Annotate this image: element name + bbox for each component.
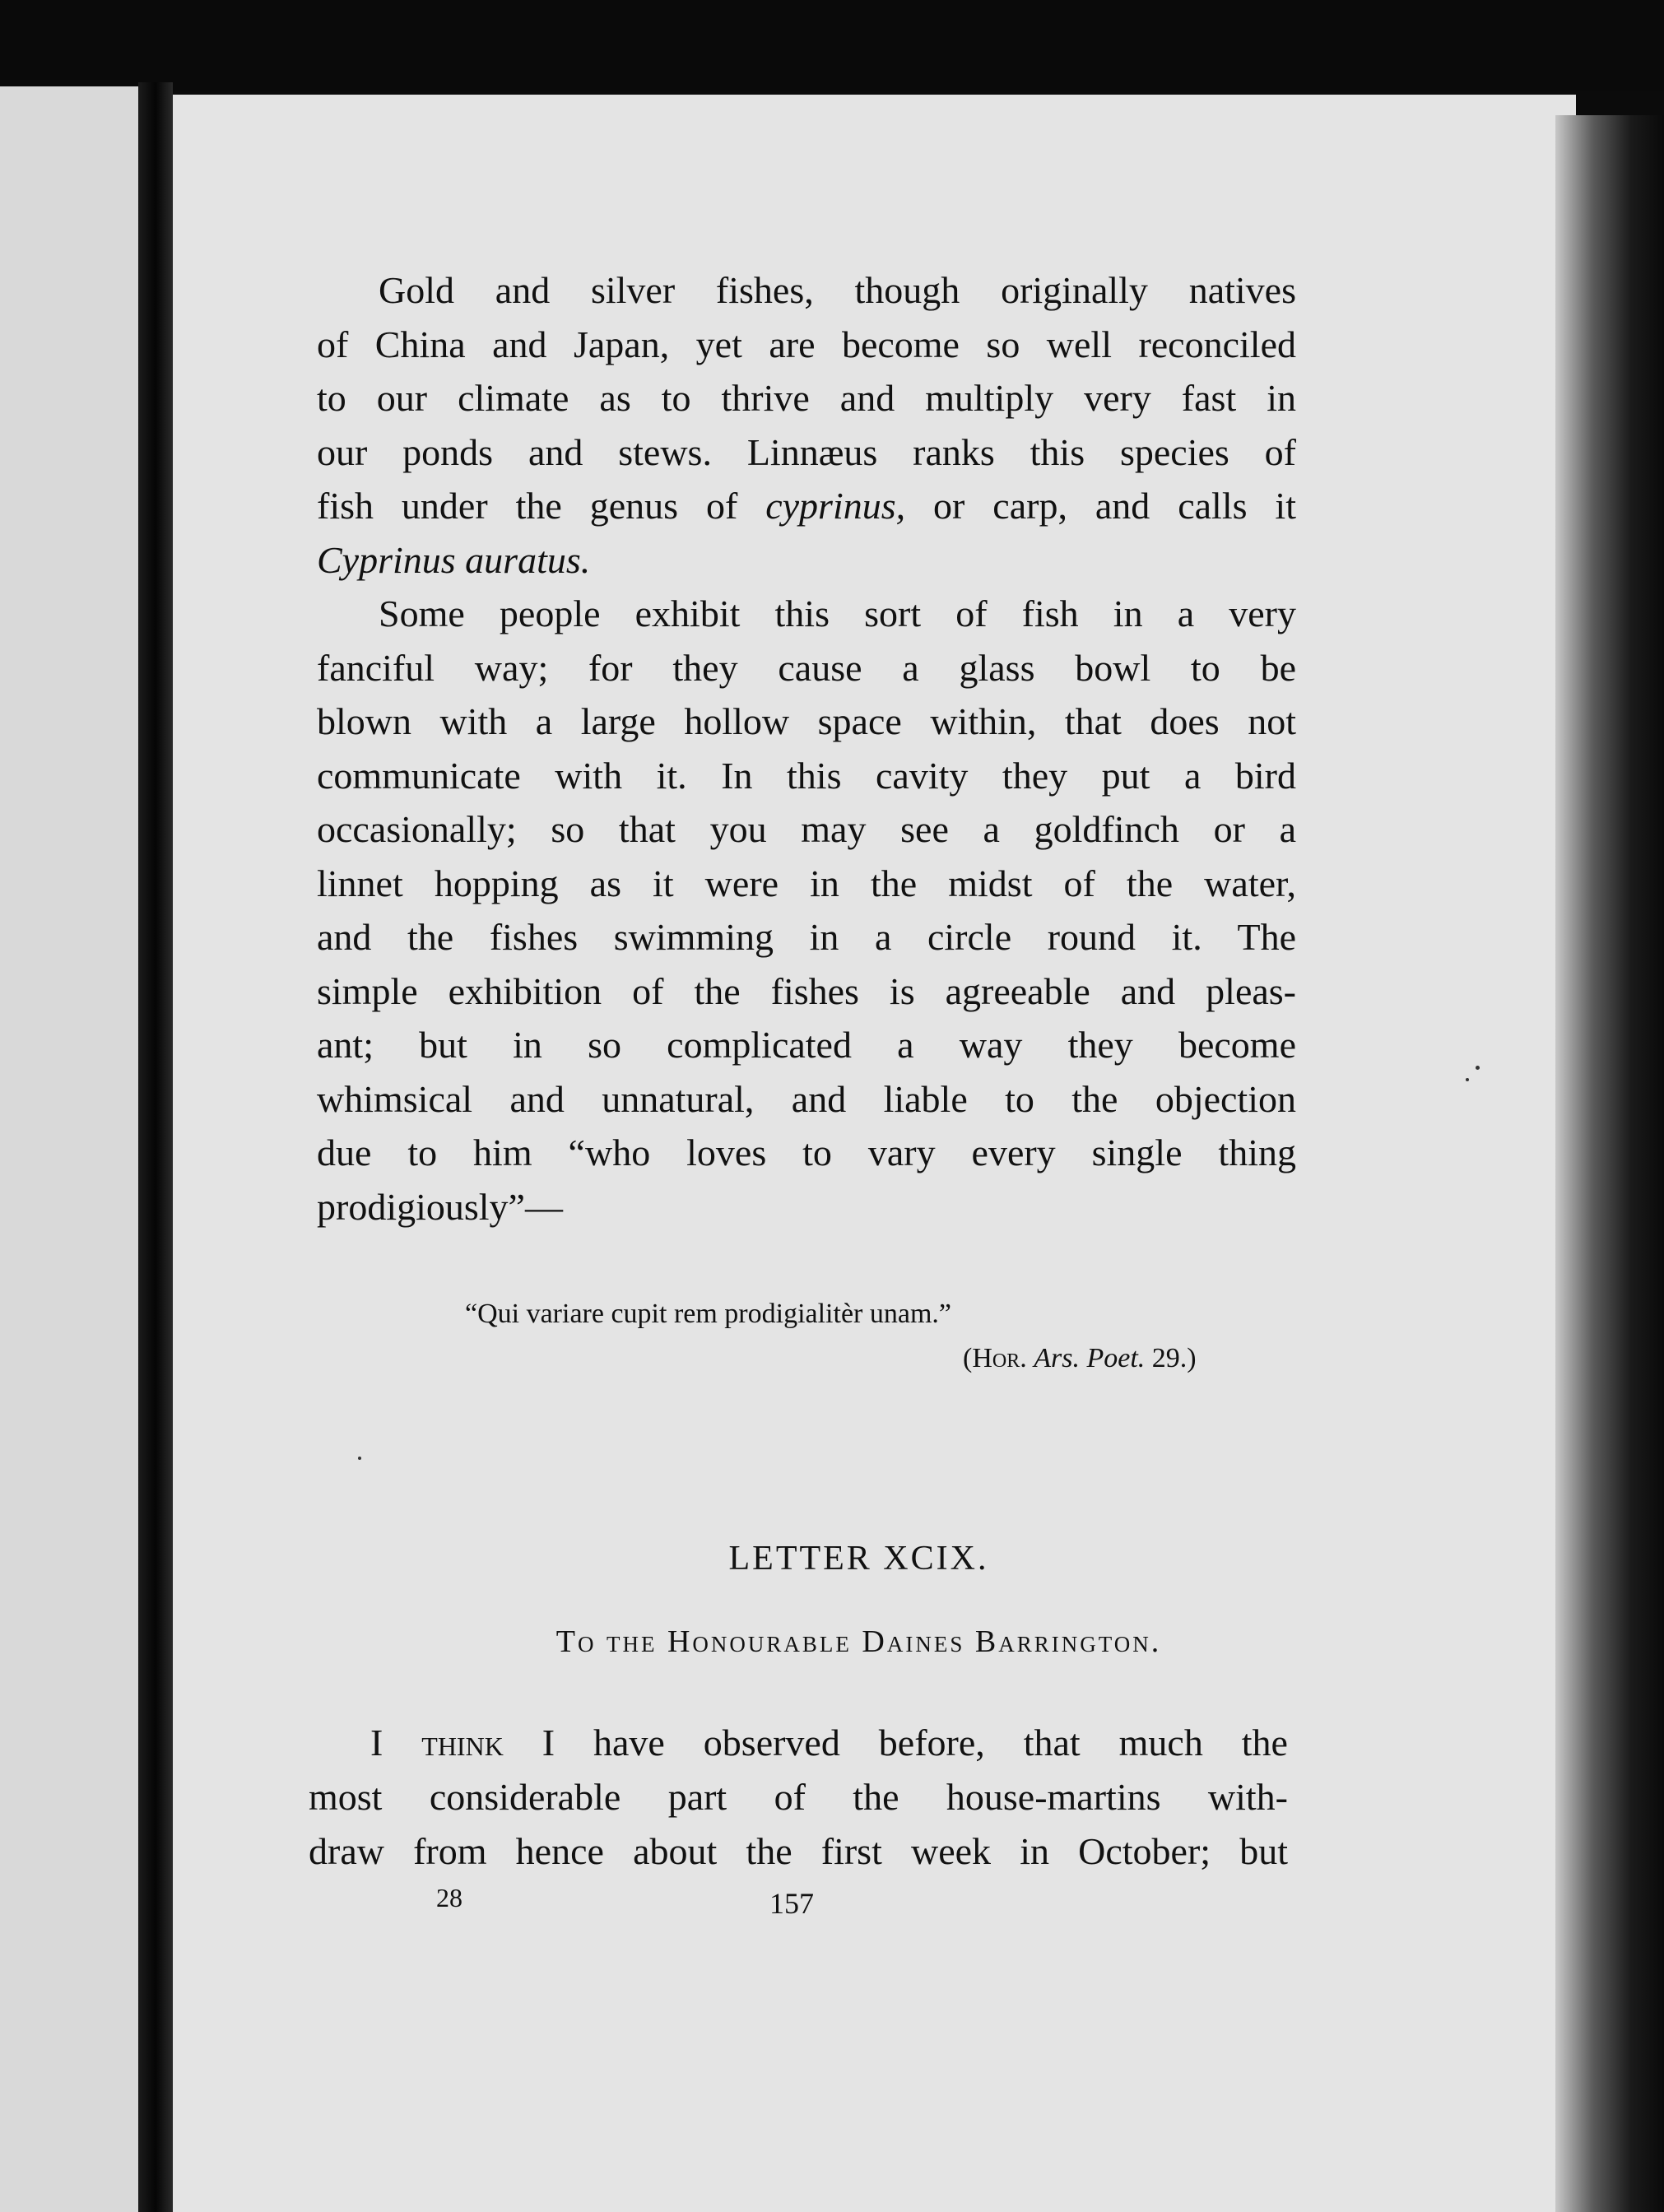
text-line: our ponds and stews. Linnæus ranks this species of	[317, 430, 1296, 473]
text-line	[317, 479, 1296, 533]
text-line	[317, 533, 1296, 588]
letter-heading: LETTER XCIX.	[728, 1540, 989, 1578]
text-line: linnet hopping as it were in the midst of the water,	[317, 862, 1296, 904]
text-line: occasionally; so that you may see a goldfinch or a	[317, 808, 1296, 850]
species-name: Cyprinus auratus.	[317, 538, 591, 581]
text-line	[309, 1716, 1288, 1770]
scan-speck	[358, 1457, 361, 1460]
letter-addressee: To the Honourable Daines Barrington.	[555, 1624, 1162, 1659]
scan-speck	[1476, 1066, 1480, 1070]
scan-border-top	[0, 0, 1664, 91]
scan-speck	[1466, 1078, 1469, 1081]
latin-quote: “Qui variare cupit rem prodigialitèr unam.”	[465, 1299, 951, 1329]
page-number: 157	[769, 1887, 814, 1920]
text-run: or carp, and calls it	[905, 485, 1296, 527]
text-line: simple exhibition of the fishes is agreeable and pleas-	[317, 969, 1296, 1012]
text-line: fanciful way; for they cause a glass bowl to be	[317, 646, 1296, 689]
body-text	[317, 263, 1296, 1234]
book-spine	[138, 82, 173, 2212]
text-line: ant; but in so complicated a way they become	[317, 1024, 1296, 1066]
text-line: of China and Japan, yet are become so well reconciled	[317, 323, 1296, 365]
text-line: communicate with it. In this cavity they put a bird	[317, 754, 1296, 797]
text-run: I have observed before, that much the	[503, 1722, 1288, 1764]
citation-open: (	[963, 1343, 973, 1373]
paragraph-exhibition	[317, 587, 1296, 1234]
paragraph-gold-fishes	[317, 263, 1296, 587]
text-line: draw from hence about the first week in October; but	[309, 1830, 1288, 1872]
text-run: fish under the genus of	[317, 485, 766, 527]
text-line: whimsical and unnatural, and liable to the objection	[317, 1077, 1296, 1120]
opening-words: I think	[370, 1722, 504, 1764]
letter-body	[309, 1716, 1288, 1879]
text-line: prodigiously”—	[317, 1185, 563, 1228]
text-line: Gold and silver fishes, though originally natives	[379, 269, 1296, 311]
signature-mark: 28	[436, 1883, 462, 1912]
citation-author: Hor.	[972, 1343, 1027, 1373]
text-line: due to him “who loves to vary every single thing	[317, 1132, 1296, 1173]
genus-name: cyprinus,	[765, 485, 906, 527]
citation-work: Ars. Poet.	[1034, 1343, 1146, 1373]
paragraph-house-martins	[309, 1716, 1288, 1879]
text-line: and the fishes swimming in a circle round it. The	[317, 916, 1296, 958]
text-line: most considerable part of the house-martins with-	[309, 1776, 1288, 1818]
text-line: blown with a large hollow space within, that does not	[317, 700, 1296, 742]
citation-ref: 29.)	[1151, 1343, 1197, 1373]
page-edge-right	[1555, 115, 1664, 2212]
text-line: Some people exhibit this sort of fish in a very	[379, 592, 1296, 634]
quote-citation	[963, 1343, 1197, 1374]
text-line: to our climate as to thrive and multiply very fast in	[317, 377, 1296, 419]
